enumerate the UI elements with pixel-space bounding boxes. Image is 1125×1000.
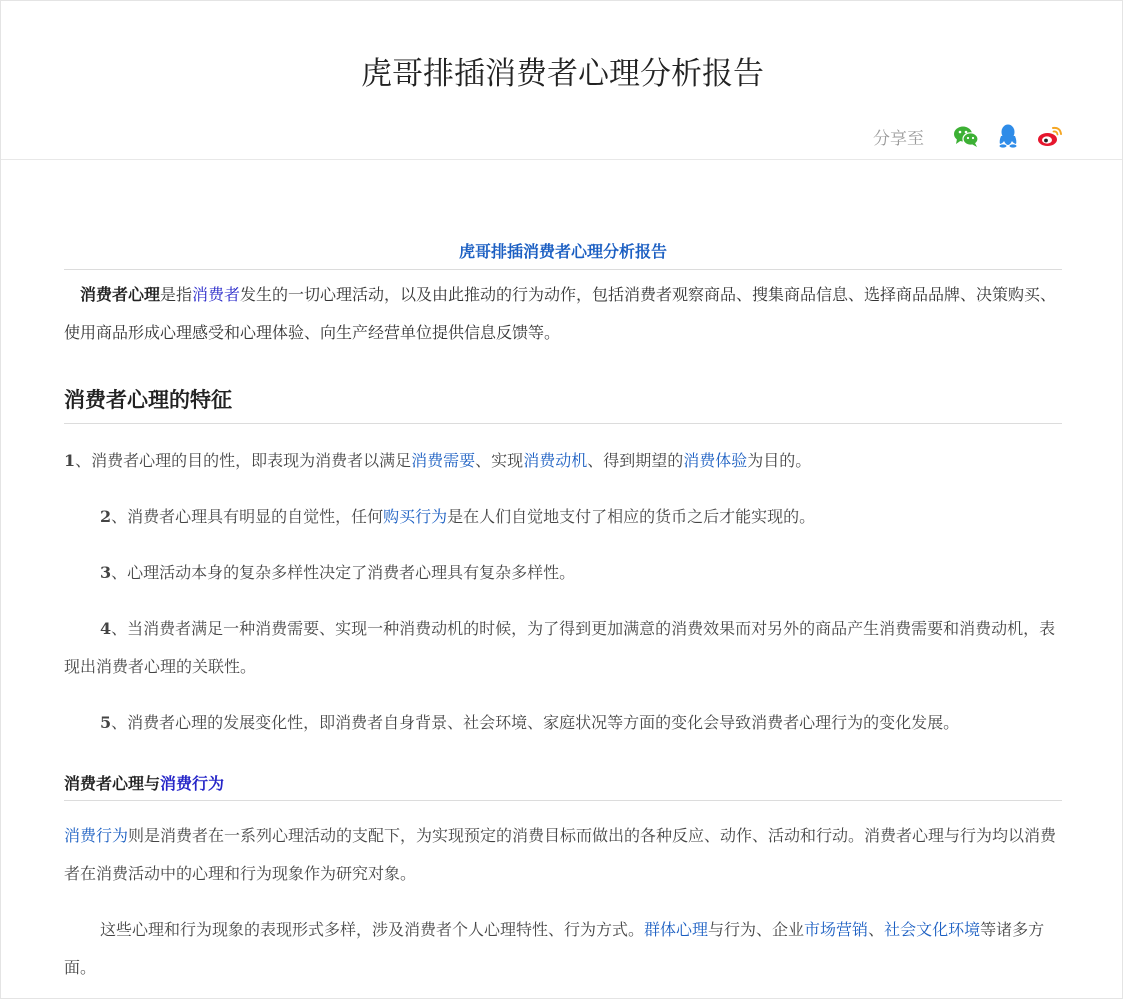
- intro-paragraph: [64, 276, 1062, 352]
- weibo-icon[interactable]: [1036, 122, 1064, 150]
- list-item: [64, 498, 1062, 536]
- item-number: 5: [100, 713, 112, 732]
- article-content: [64, 241, 1062, 987]
- section-heading-behavior: [64, 772, 1062, 801]
- item-number: 1: [64, 451, 76, 470]
- item-text: 、消费者心理的发展变化性，即消费者自身背景、社会环境、家庭状况等方面的变化会导致消费者心理行为的变化发展。: [111, 713, 960, 732]
- purchase-behavior-link[interactable]: 购买行为: [383, 507, 448, 526]
- qq-icon[interactable]: [994, 122, 1022, 150]
- section-heading-features: 消费者心理的特征: [64, 386, 1062, 424]
- item-text: 是在人们自觉地支付了相应的货币之后才能实现的。: [447, 507, 816, 526]
- consumption-experience-link[interactable]: 消费体验: [683, 451, 748, 470]
- article-title-link[interactable]: 虎哥排插消费者心理分析报告: [458, 242, 667, 261]
- item-number: 2: [100, 507, 112, 526]
- item-text: 、消费者心理的目的性，即表现为消费者以满足: [75, 451, 412, 470]
- item-number: 4: [100, 619, 112, 638]
- item-text: 、实现: [475, 451, 524, 470]
- group-psychology-link[interactable]: 群体心理: [644, 920, 709, 939]
- wechat-icon[interactable]: [952, 122, 980, 150]
- social-culture-link[interactable]: 社会文化环境: [884, 920, 981, 939]
- list-item: [64, 442, 1062, 480]
- intro-term: 消费者心理: [80, 285, 161, 304]
- intro-is: 是指: [160, 285, 193, 304]
- consumption-motive-link[interactable]: 消费动机: [523, 451, 588, 470]
- article-title: [64, 241, 1062, 270]
- item-number: 3: [100, 563, 112, 582]
- consumption-behavior-link[interactable]: 消费行为: [64, 826, 129, 845]
- section-heading-text: 消费者心理与: [64, 774, 161, 793]
- forms-text: 、: [868, 920, 885, 939]
- page-header: [1, 1, 1122, 160]
- share-label: 分享至: [873, 128, 924, 149]
- item-text: 、消费者心理具有明显的自觉性，任何: [111, 507, 384, 526]
- consumption-behavior-heading-link[interactable]: 消费行为: [160, 774, 225, 793]
- marketing-link[interactable]: 市场营销: [804, 920, 869, 939]
- item-text: 为目的。: [747, 451, 812, 470]
- consumer-link[interactable]: 消费者: [192, 285, 241, 304]
- intro-rest: 发生的一切心理活动，以及由此推动的行为动作，包括消费者观察商品、搜集商品信息、选择商品品牌、决策购买、使用商品形成心理感受和心理体验、向生产经营单位提供信息反馈等。: [64, 285, 1057, 342]
- forms-paragraph: [64, 911, 1062, 987]
- item-text: 、心理活动本身的复杂多样性决定了消费者心理具有复杂多样性。: [111, 563, 576, 582]
- behavior-paragraph: [64, 817, 1062, 893]
- page-title: 虎哥排插消费者心理分析报告: [361, 56, 764, 92]
- forms-text: 与行为、企业: [708, 920, 805, 939]
- behavior-paragraph-text: 则是消费者在一系列心理活动的支配下，为实现预定的消费目标而做出的各种反应、动作、活动和行动。消费者心理与行为均以消费者在消费活动中的心理和行为现象作为研究对象。: [64, 826, 1057, 883]
- consumption-need-link[interactable]: 消费需要: [411, 451, 476, 470]
- list-item: [64, 554, 1062, 592]
- list-item: [64, 704, 1062, 742]
- item-text: 、得到期望的: [587, 451, 684, 470]
- share-bar: [873, 121, 1064, 151]
- list-item: [64, 610, 1062, 686]
- item-text: 、当消费者满足一种消费需要、实现一种消费动机的时候，为了得到更加满意的消费效果而对另外的商品产生消费需要和消费动机，表现出消费者心理的关联性。: [64, 619, 1056, 676]
- forms-text: 这些心理和行为现象的表现形式多样，涉及消费者个人心理特性、行为方式。: [100, 920, 645, 939]
- forms-text: 等诸多方面。: [64, 920, 1045, 977]
